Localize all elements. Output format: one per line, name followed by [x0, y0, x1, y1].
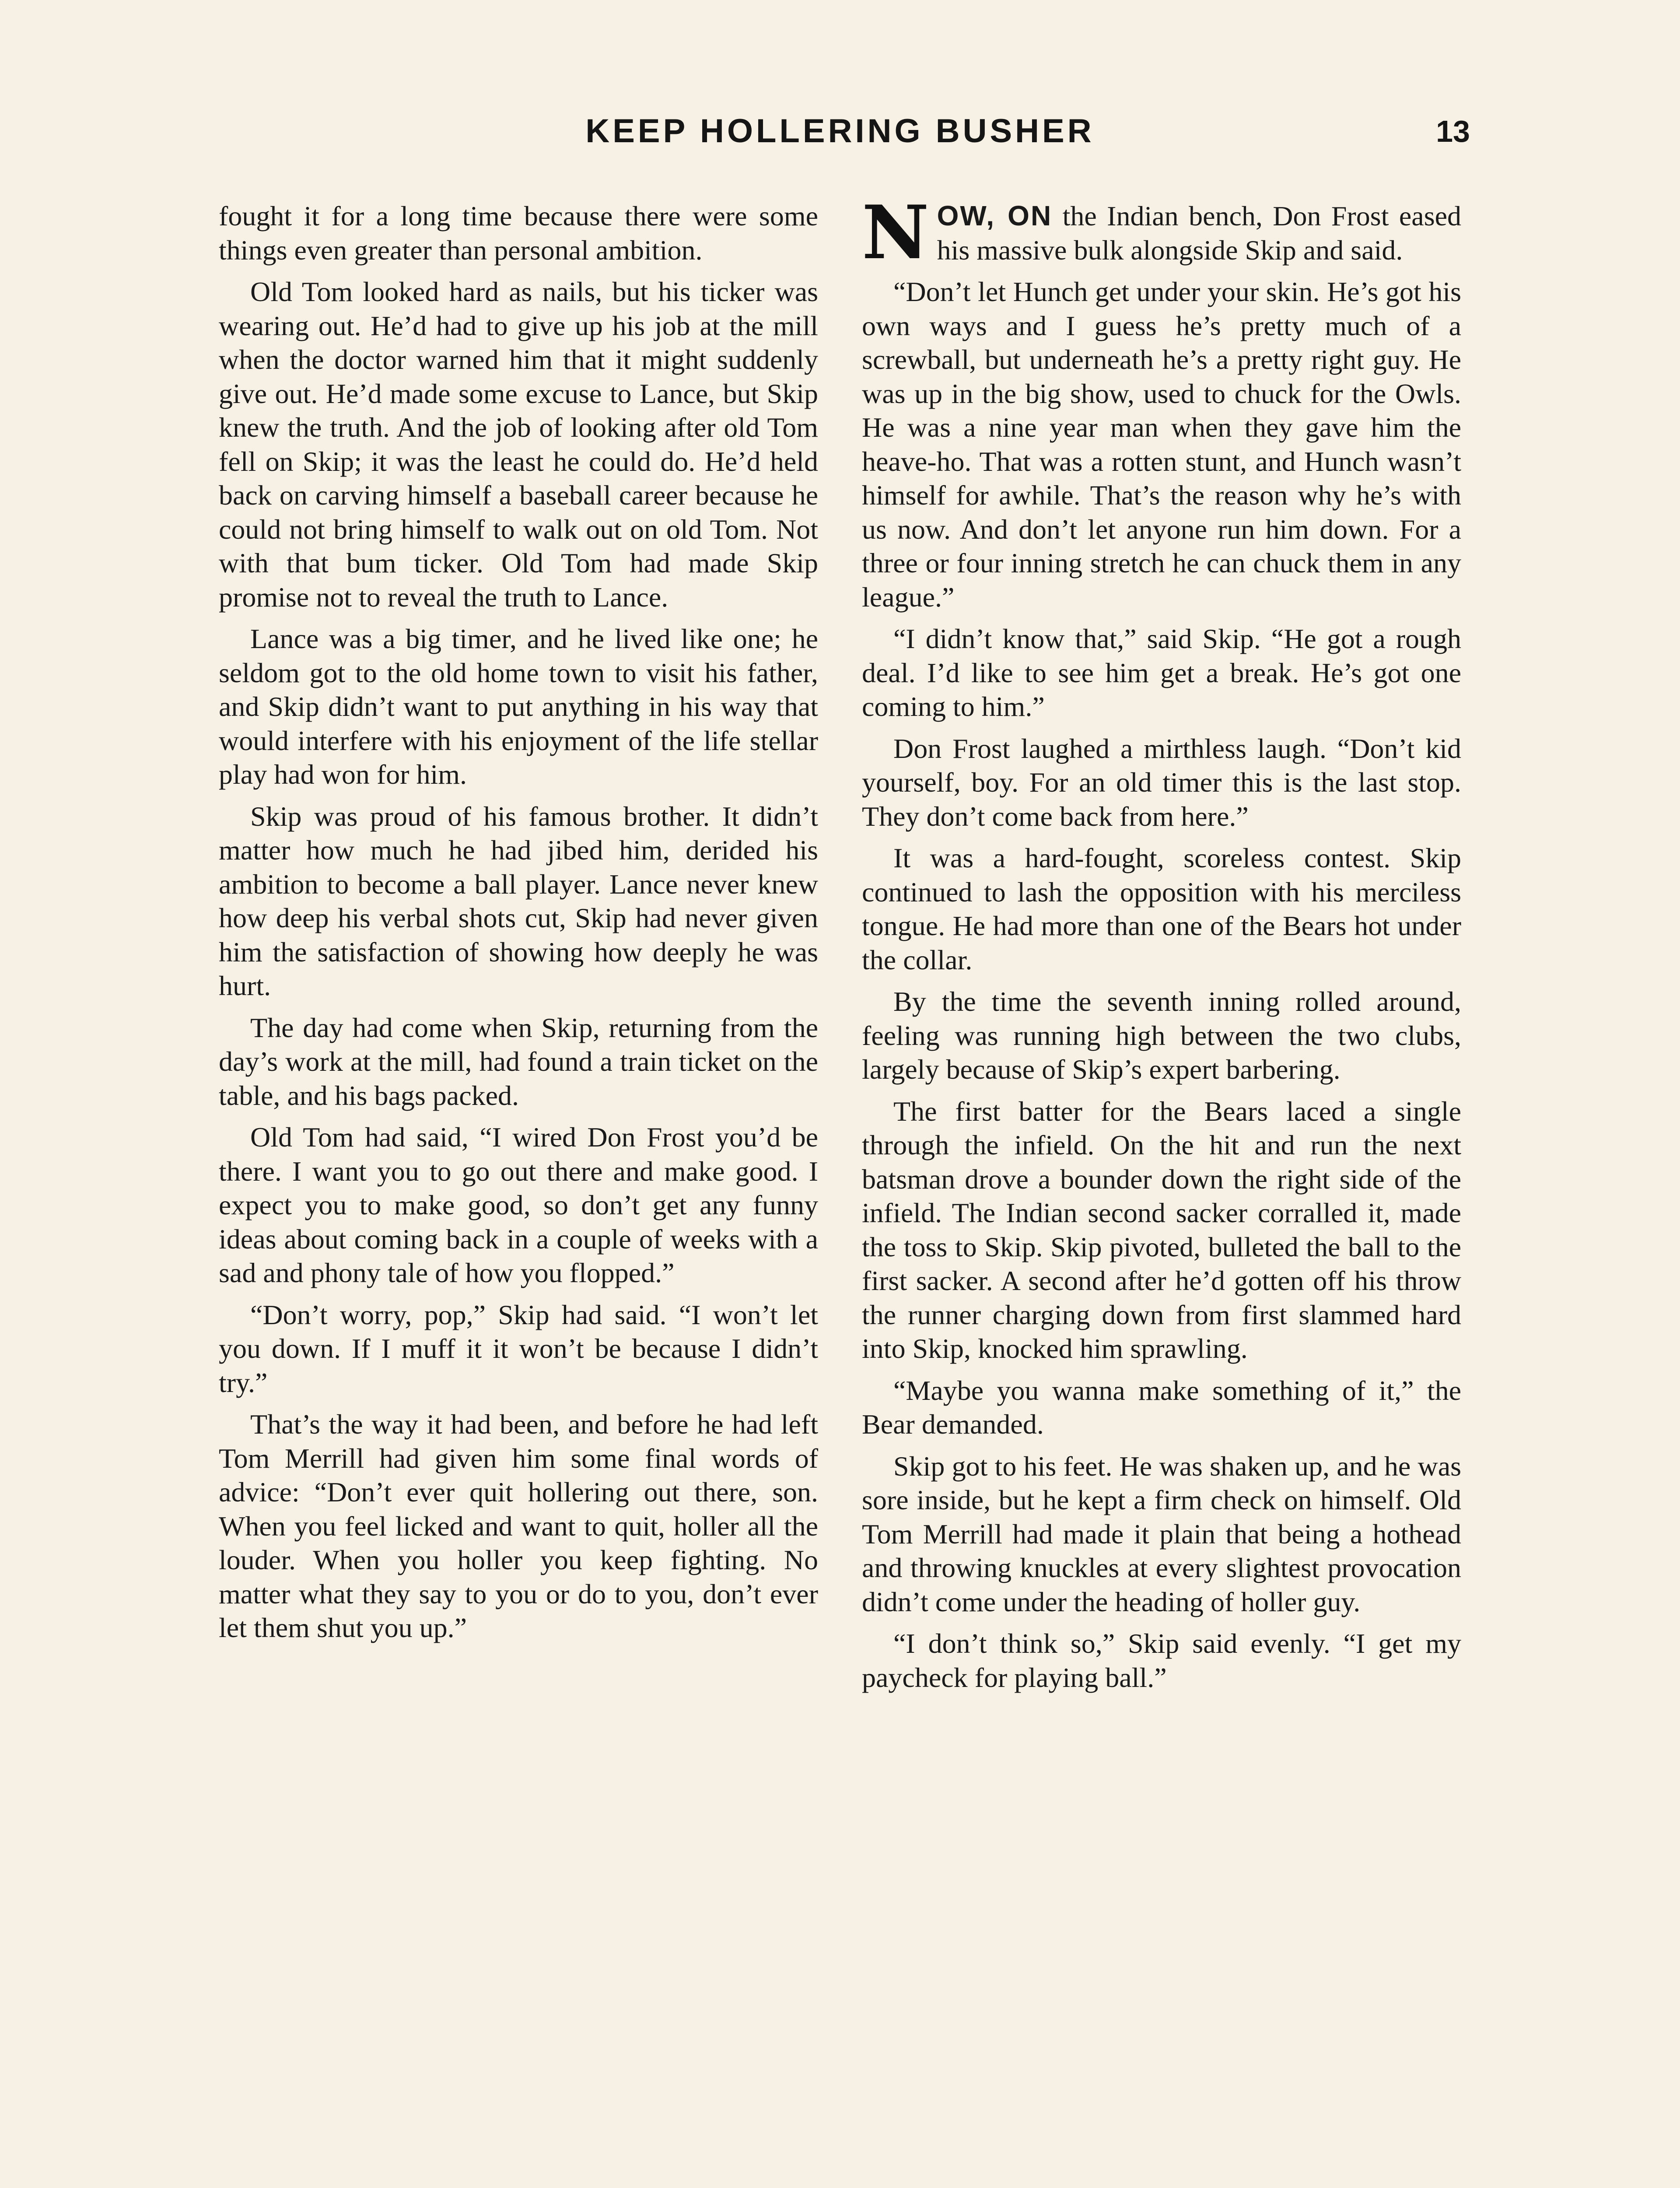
right-column: [862, 189, 1462, 1702]
paragraph: “Don’t worry, pop,” Skip had said. “I won’t let you down. If I muff it it won’t be because I didn’t try.”: [219, 1299, 818, 1398]
paragraph: “Maybe you wanna make something of it,” the Bear demanded.: [862, 1375, 1461, 1440]
paragraph: “I didn’t know that,” said Skip. “He got a rough deal. I’d like to see him get a break. He’s got one coming to him.”: [862, 623, 1461, 722]
paragraph: That’s the way it had been, and before he had left Tom Merrill had given him some final words of advice: “Don’t ever quit hollering out there, son. When you feel licked and want to quit, holler all the louder. When you holler you keep fighting. No matter what they say to you or do to you, don’t ever let them shut you up.”: [219, 1409, 818, 1643]
paragraph: Old Tom looked hard as nails, but his ticker was wearing out. He’d had to give up his job at the mill when the doctor warned him that it might suddenly give out. He’d made some excuse to Lance, but Skip knew the truth. And the job of looking after old Tom fell on Skip; it was the least he could do. He’d held back on carving himself a baseball career because he could not bring himself to walk out on old Tom. Not with that bum ticker. Old Tom had made Skip promise not to reveal the truth to Lance.: [219, 276, 818, 613]
paragraph: Skip was proud of his famous brother. It didn’t matter how much he had jibed him, derided his ambition to become a ball player. Lance never knew how deep his verbal shots cut, Skip had never given him the satisfaction of showing how deeply he was hurt.: [219, 800, 818, 1001]
opening-paragraph: [862, 189, 1462, 276]
text-columns: [219, 189, 1462, 1702]
running-title: KEEP HOLLERING BUSHER: [585, 112, 1095, 150]
paragraph: The first batter for the Bears laced a single through the infield. On the hit and run the next batsman drove a bounder down the right side of the infield. The Indian second sacker corralled it, made the toss to Skip. Skip pivoted, bulleted the ball to the first sacker. A second after he’d gotten off his throw the runner charging down from first slammed hard into Skip, knocked him sprawling.: [862, 1095, 1461, 1364]
paragraph: It was a hard-fought, scoreless contest. Skip continued to lash the opposition with his merciless tongue. He had more than one of the Bears hot under the collar.: [862, 842, 1461, 975]
drop-cap: N: [862, 189, 929, 276]
paragraph: By the time the seventh inning rolled around, feeling was running high between the two clubs, largely because of Skip’s expert barbering.: [862, 986, 1461, 1085]
paragraph: Lance was a big timer, and he lived like one; he seldom got to the old home town to visit his father, and Skip didn’t want to put anything in his way that would interfere with his enjoyment of the life stellar play had won for him.: [219, 623, 818, 790]
page-header: [201, 105, 1479, 158]
paragraph: fought it for a long time because there were some things even greater than personal ambition.: [219, 200, 818, 266]
paragraph: “I don’t think so,” Skip said evenly. “I get my paycheck for playing ball.”: [862, 1628, 1461, 1693]
opening-text: the Indian bench, Don Frost eased his massive bulk alongside Skip and said.: [937, 200, 1462, 266]
page-number: 13: [1436, 114, 1470, 148]
lead-in: OW, ON: [937, 200, 1053, 231]
paragraph: “Don’t let Hunch get under your skin. He’s got his own ways and I guess he’s pretty much of a screwball, but underneath he’s a pretty right guy. He was up in the big show, used to chuck for the Owls. He was a nine year man when they gave him the heave-ho. That was a rotten stunt, and Hunch wasn’t himself for awhile. That’s the reason why he’s with us now. And don’t let anyone run him down. For a three or four inning stretch he can chuck them in any league.”: [862, 276, 1461, 613]
paragraph: Old Tom had said, “I wired Don Frost you’d be there. I want you to go out there and make good. I expect you to make good, so don’t get any funny ideas about coming back in a couple of weeks with a sad and phony tale of how you flopped.”: [219, 1122, 818, 1288]
paragraph: The day had come when Skip, returning from the day’s work at the mill, had found a train ticket on the table, and his bags packed.: [219, 1012, 818, 1111]
paragraph: Don Frost laughed a mirthless laugh. “Don’t kid yourself, boy. For an old timer this is the last stop. They don’t come back from here.”: [862, 733, 1461, 832]
paragraph: Skip got to his feet. He was shaken up, and he was sore inside, but he kept a firm check on himself. Old Tom Merrill had made it plain that being a hothead and throwing knuckles at every slightest provocation didn’t come under the heading of holler guy.: [862, 1450, 1461, 1617]
left-column: [219, 199, 818, 1702]
